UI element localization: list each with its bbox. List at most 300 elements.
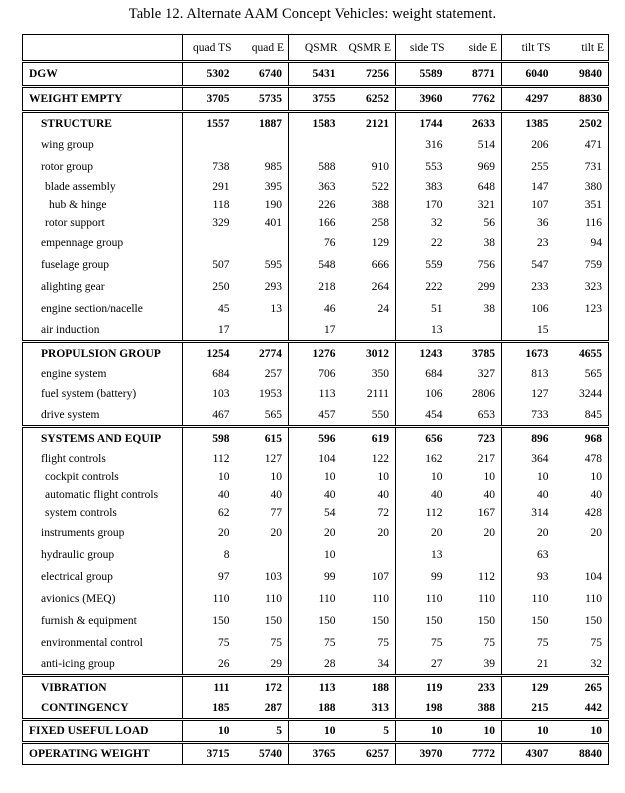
value-cell: 110 <box>372 592 389 605</box>
value-cell: 3785 <box>449 342 502 365</box>
value-cell: 395 <box>264 180 282 193</box>
table-row <box>23 654 609 676</box>
value-cell: 21 <box>502 654 555 676</box>
value-cell: 756 <box>477 258 495 271</box>
row-label: STRUCTURE <box>23 112 183 135</box>
value-cell: 10 <box>289 720 342 743</box>
value-cell: 514 <box>477 139 495 151</box>
value-cell: 15 <box>502 320 555 342</box>
value-cell: 547 <box>502 254 555 276</box>
table-row <box>23 342 609 365</box>
value-cell: 75 <box>270 636 282 649</box>
value-cell: 36 <box>502 214 555 232</box>
value-cell: 2502 <box>555 112 609 135</box>
value-cell: 63 <box>502 544 555 566</box>
value-cell: 388 <box>477 702 495 715</box>
value-cell: 8 <box>183 544 236 566</box>
value-cell: 706 <box>289 365 342 383</box>
value-cell: 364 <box>502 450 555 468</box>
row-label: PROPULSION GROUP <box>23 342 183 365</box>
value-cell: 1557 <box>183 112 236 135</box>
table-row <box>23 566 609 588</box>
row-label: OPERATING WEIGHT <box>23 743 183 765</box>
value-cell: 111 <box>183 676 236 699</box>
value-cell: 46 <box>289 298 342 320</box>
row-label: VIBRATION <box>23 676 183 699</box>
value-cell: 185 <box>183 699 236 720</box>
value-cell: 684 <box>183 365 236 383</box>
value-cell: 522 <box>371 180 389 193</box>
value-cell: 313 <box>371 702 389 715</box>
value-cell: 99 <box>396 566 449 588</box>
table-row <box>23 720 609 743</box>
value-cell: 110 <box>585 592 602 605</box>
row-label: rotor support <box>45 216 105 229</box>
value-cell: 40 <box>289 486 342 504</box>
table-row <box>23 699 609 720</box>
table-row <box>23 196 609 214</box>
value-cell: 10 <box>590 470 602 483</box>
value-cell: 129 <box>502 676 555 699</box>
value-cell: 287 <box>264 702 282 715</box>
row-label: alighting gear <box>41 280 105 293</box>
value-cell: 233 <box>502 276 555 298</box>
value-cell: 34 <box>377 657 389 670</box>
value-cell: 17 <box>183 320 236 342</box>
column-header: QSMR <box>289 35 342 62</box>
table-row <box>23 320 609 342</box>
value-cell: 350 <box>371 367 389 380</box>
value-cell: 10 <box>396 720 449 743</box>
row-label: electrical group <box>41 570 113 583</box>
value-cell: 1744 <box>396 112 449 135</box>
value-cell: 5740 <box>236 743 289 765</box>
value-cell: 110 <box>502 588 555 610</box>
value-cell: 316 <box>396 135 449 156</box>
value-cell: 733 <box>502 405 555 427</box>
value-cell: 150 <box>183 610 236 632</box>
value-cell: 1673 <box>502 342 555 365</box>
value-cell: 10 <box>289 468 342 486</box>
table-row <box>23 486 609 504</box>
value-cell: 206 <box>502 135 555 156</box>
row-label: engine section/nacelle <box>41 302 143 315</box>
value-cell: 20 <box>483 526 495 539</box>
value-cell: 76 <box>289 232 342 254</box>
value-cell: 32 <box>590 657 602 670</box>
value-cell: 299 <box>477 280 495 293</box>
table-row <box>23 276 609 298</box>
value-cell: 40 <box>396 486 449 504</box>
value-cell: 6740 <box>236 62 289 87</box>
value-cell: 10 <box>502 468 555 486</box>
value-cell: 217 <box>477 452 495 465</box>
value-cell: 2633 <box>449 112 502 135</box>
value-cell: 188 <box>289 699 342 720</box>
value-cell: 106 <box>396 383 449 405</box>
value-cell: 323 <box>584 280 602 293</box>
table-row <box>23 522 609 544</box>
value-cell: 116 <box>585 216 602 229</box>
value-cell <box>236 232 289 254</box>
value-cell: 106 <box>502 298 555 320</box>
value-cell: 233 <box>449 676 502 699</box>
value-cell <box>183 135 236 156</box>
value-cell: 166 <box>289 214 342 232</box>
value-cell: 258 <box>371 216 389 229</box>
value-cell: 112 <box>396 504 449 522</box>
table-row <box>23 405 609 427</box>
value-cell: 363 <box>289 178 342 196</box>
value-cell: 26 <box>183 654 236 676</box>
column-header: QSMR E <box>342 35 396 62</box>
value-cell: 110 <box>396 588 449 610</box>
value-cell: 314 <box>502 504 555 522</box>
weight-statement-table <box>22 34 609 765</box>
table-row <box>23 676 609 699</box>
row-label: flight controls <box>41 452 106 465</box>
value-cell: 28 <box>289 654 342 676</box>
value-cell <box>555 544 609 566</box>
value-cell: 380 <box>584 180 602 193</box>
column-header: quad E <box>236 35 289 62</box>
value-cell: 2111 <box>366 387 389 400</box>
table-row <box>23 112 609 135</box>
value-cell: 56 <box>483 216 495 229</box>
value-cell: 454 <box>396 405 449 427</box>
value-cell: 648 <box>477 180 495 193</box>
value-cell: 3970 <box>396 743 449 765</box>
value-cell: 383 <box>396 178 449 196</box>
value-cell: 1254 <box>183 342 236 365</box>
value-cell: 388 <box>371 198 389 211</box>
value-cell: 596 <box>289 427 342 450</box>
value-cell: 127 <box>502 383 555 405</box>
row-label: blade assembly <box>45 180 116 193</box>
value-cell: 10 <box>483 470 495 483</box>
value-cell: 218 <box>289 276 342 298</box>
row-label: wing group <box>41 139 94 151</box>
value-cell: 759 <box>584 258 602 271</box>
value-cell: 17 <box>289 320 342 342</box>
table-row <box>23 62 609 87</box>
table-row <box>23 544 609 566</box>
value-cell: 103 <box>183 383 236 405</box>
value-cell: 40 <box>502 486 555 504</box>
value-cell: 5735 <box>236 87 289 112</box>
value-cell: 198 <box>396 699 449 720</box>
value-cell: 6252 <box>342 87 396 112</box>
value-cell: 93 <box>502 566 555 588</box>
value-cell: 5 <box>342 720 396 743</box>
value-cell: 20 <box>270 526 282 539</box>
value-cell: 226 <box>289 196 342 214</box>
value-cell: 40 <box>270 488 282 501</box>
value-cell: 6040 <box>502 62 555 87</box>
value-cell: 40 <box>183 486 236 504</box>
value-cell: 588 <box>289 156 342 178</box>
value-cell: 985 <box>264 160 282 173</box>
row-label: air induction <box>41 323 100 336</box>
value-cell <box>289 135 342 156</box>
value-cell: 23 <box>502 232 555 254</box>
value-cell: 54 <box>289 504 342 522</box>
row-label: anti-icing group <box>41 657 115 670</box>
value-cell: 5 <box>236 720 289 743</box>
value-cell: 10 <box>396 468 449 486</box>
value-cell: 97 <box>183 566 236 588</box>
value-cell: 7762 <box>449 87 502 112</box>
value-cell: 222 <box>396 276 449 298</box>
value-cell: 7772 <box>449 743 502 765</box>
value-cell <box>342 135 396 156</box>
value-cell: 10 <box>183 720 236 743</box>
table-row <box>23 365 609 383</box>
row-label: SYSTEMS AND EQUIP <box>23 427 183 450</box>
value-cell: 24 <box>377 302 389 315</box>
table-row <box>23 588 609 610</box>
value-cell <box>449 320 502 342</box>
value-cell: 478 <box>584 452 602 465</box>
value-cell: 1243 <box>396 342 449 365</box>
row-label: fuel system (battery) <box>41 387 137 400</box>
value-cell: 250 <box>183 276 236 298</box>
value-cell: 190 <box>264 198 282 211</box>
value-cell: 167 <box>477 506 495 519</box>
value-cell: 553 <box>396 156 449 178</box>
value-cell: 565 <box>584 367 602 380</box>
table-row <box>23 383 609 405</box>
value-cell <box>236 320 289 342</box>
value-cell: 75 <box>502 632 555 654</box>
value-cell: 428 <box>584 506 602 519</box>
header-label-cell <box>23 35 183 62</box>
row-label: instruments group <box>41 526 125 539</box>
value-cell: 29 <box>270 657 282 670</box>
value-cell <box>449 544 502 566</box>
value-cell: 147 <box>502 178 555 196</box>
value-cell: 598 <box>183 427 236 450</box>
row-label: drive system <box>41 408 100 421</box>
value-cell: 75 <box>183 632 236 654</box>
value-cell <box>236 544 289 566</box>
value-cell: 1583 <box>289 112 342 135</box>
value-cell: 329 <box>183 214 236 232</box>
value-cell: 113 <box>289 676 342 699</box>
value-cell: 4655 <box>555 342 609 365</box>
value-cell: 32 <box>396 214 449 232</box>
value-cell: 75 <box>289 632 342 654</box>
value-cell: 653 <box>477 408 495 421</box>
row-label: CONTINGENCY <box>41 702 129 715</box>
value-cell: 94 <box>590 236 602 249</box>
column-header: tilt TS <box>502 35 555 62</box>
value-cell: 75 <box>590 636 602 649</box>
value-cell: 20 <box>502 522 555 544</box>
value-cell: 10 <box>555 720 609 743</box>
value-cell: 467 <box>183 405 236 427</box>
value-cell: 968 <box>555 427 609 450</box>
value-cell: 264 <box>371 280 389 293</box>
table-row <box>23 632 609 654</box>
row-label: fuselage group <box>41 258 110 271</box>
value-cell: 3960 <box>396 87 449 112</box>
value-cell: 119 <box>396 676 449 699</box>
value-cell: 129 <box>371 236 389 249</box>
value-cell: 8840 <box>555 743 609 765</box>
value-cell: 215 <box>502 699 555 720</box>
value-cell: 188 <box>342 676 396 699</box>
row-label: rotor group <box>41 160 94 173</box>
value-cell: 103 <box>264 570 282 583</box>
value-cell: 550 <box>371 408 389 421</box>
value-cell: 112 <box>478 570 495 583</box>
value-cell: 656 <box>396 427 449 450</box>
table-row <box>23 427 609 450</box>
value-cell: 13 <box>396 320 449 342</box>
value-cell: 40 <box>377 488 389 501</box>
value-cell <box>555 320 609 342</box>
value-cell: 122 <box>371 452 389 465</box>
value-cell: 457 <box>289 405 342 427</box>
value-cell: 113 <box>289 383 342 405</box>
value-cell: 442 <box>584 702 602 715</box>
value-cell: 255 <box>502 156 555 178</box>
value-cell: 10 <box>502 720 555 743</box>
header-row <box>23 35 609 62</box>
value-cell: 27 <box>396 654 449 676</box>
value-cell: 104 <box>289 450 342 468</box>
value-cell: 38 <box>483 302 495 315</box>
value-cell: 3012 <box>342 342 396 365</box>
value-cell: 112 <box>183 450 236 468</box>
table-row <box>23 232 609 254</box>
value-cell: 107 <box>371 570 389 583</box>
value-cell: 110 <box>289 588 342 610</box>
value-cell: 401 <box>264 216 282 229</box>
value-cell: 150 <box>477 614 495 627</box>
row-label: DGW <box>23 62 183 87</box>
value-cell: 110 <box>183 588 236 610</box>
value-cell: 127 <box>264 452 282 465</box>
value-cell <box>342 320 396 342</box>
value-cell: 5431 <box>289 62 342 87</box>
value-cell: 291 <box>183 178 236 196</box>
value-cell: 107 <box>502 196 555 214</box>
value-cell: 162 <box>396 450 449 468</box>
value-cell: 10 <box>183 468 236 486</box>
row-label: avionics (MEQ) <box>41 592 116 605</box>
value-cell: 666 <box>371 258 389 271</box>
value-cell: 150 <box>289 610 342 632</box>
row-label: environmental control <box>41 636 143 649</box>
value-cell: 72 <box>377 506 389 519</box>
table-row <box>23 254 609 276</box>
value-cell: 595 <box>264 258 282 271</box>
table-row <box>23 214 609 232</box>
value-cell: 38 <box>483 236 495 249</box>
value-cell: 3715 <box>183 743 236 765</box>
value-cell: 99 <box>289 566 342 588</box>
value-cell: 40 <box>590 488 602 501</box>
row-label: FIXED USEFUL LOAD <box>23 720 183 743</box>
value-cell: 150 <box>502 610 555 632</box>
value-cell: 5302 <box>183 62 236 87</box>
value-cell: 615 <box>236 427 289 450</box>
table-row <box>23 178 609 196</box>
value-cell: 507 <box>183 254 236 276</box>
row-label: cockpit controls <box>45 470 119 483</box>
value-cell: 150 <box>264 614 282 627</box>
table-row <box>23 504 609 522</box>
value-cell: 565 <box>264 408 282 421</box>
column-header: quad TS <box>183 35 236 62</box>
value-cell: 257 <box>264 367 282 380</box>
value-cell: 8830 <box>555 87 609 112</box>
value-cell: 172 <box>236 676 289 699</box>
value-cell: 3244 <box>579 387 602 400</box>
table-row <box>23 468 609 486</box>
value-cell: 3765 <box>289 743 342 765</box>
value-cell: 7256 <box>342 62 396 87</box>
value-cell: 9840 <box>555 62 609 87</box>
value-cell: 3755 <box>289 87 342 112</box>
row-label: empennage group <box>41 236 124 249</box>
value-cell: 10 <box>270 470 282 483</box>
value-cell: 265 <box>555 676 609 699</box>
table-row <box>23 135 609 156</box>
value-cell: 619 <box>342 427 396 450</box>
value-cell: 845 <box>584 408 602 421</box>
value-cell: 896 <box>502 427 555 450</box>
value-cell <box>342 544 396 566</box>
value-cell: 10 <box>449 720 502 743</box>
value-cell: 10 <box>377 470 389 483</box>
value-cell: 51 <box>396 298 449 320</box>
value-cell: 75 <box>396 632 449 654</box>
value-cell: 22 <box>396 232 449 254</box>
value-cell: 13 <box>270 302 282 315</box>
value-cell: 150 <box>396 610 449 632</box>
value-cell: 1385 <box>502 112 555 135</box>
column-header: tilt E <box>555 35 609 62</box>
column-header: side TS <box>396 35 449 62</box>
value-cell: 2806 <box>472 387 495 400</box>
value-cell: 40 <box>483 488 495 501</box>
value-cell: 75 <box>377 636 389 649</box>
row-label: WEIGHT EMPTY <box>23 87 183 112</box>
value-cell: 5589 <box>396 62 449 87</box>
value-cell: 4297 <box>502 87 555 112</box>
value-cell: 20 <box>289 522 342 544</box>
value-cell: 723 <box>449 427 502 450</box>
value-cell: 321 <box>477 198 495 211</box>
value-cell: 20 <box>396 522 449 544</box>
value-cell: 10 <box>289 544 342 566</box>
row-label: hydraulic group <box>41 548 115 561</box>
value-cell: 39 <box>483 657 495 670</box>
value-cell: 2774 <box>236 342 289 365</box>
value-cell: 104 <box>584 570 602 583</box>
value-cell: 969 <box>477 160 495 173</box>
value-cell: 813 <box>502 365 555 383</box>
table-row <box>23 298 609 320</box>
value-cell: 1953 <box>259 387 282 400</box>
value-cell: 731 <box>584 160 602 173</box>
table-row <box>23 87 609 112</box>
value-cell: 910 <box>371 160 389 173</box>
row-label: furnish & equipment <box>41 614 137 627</box>
